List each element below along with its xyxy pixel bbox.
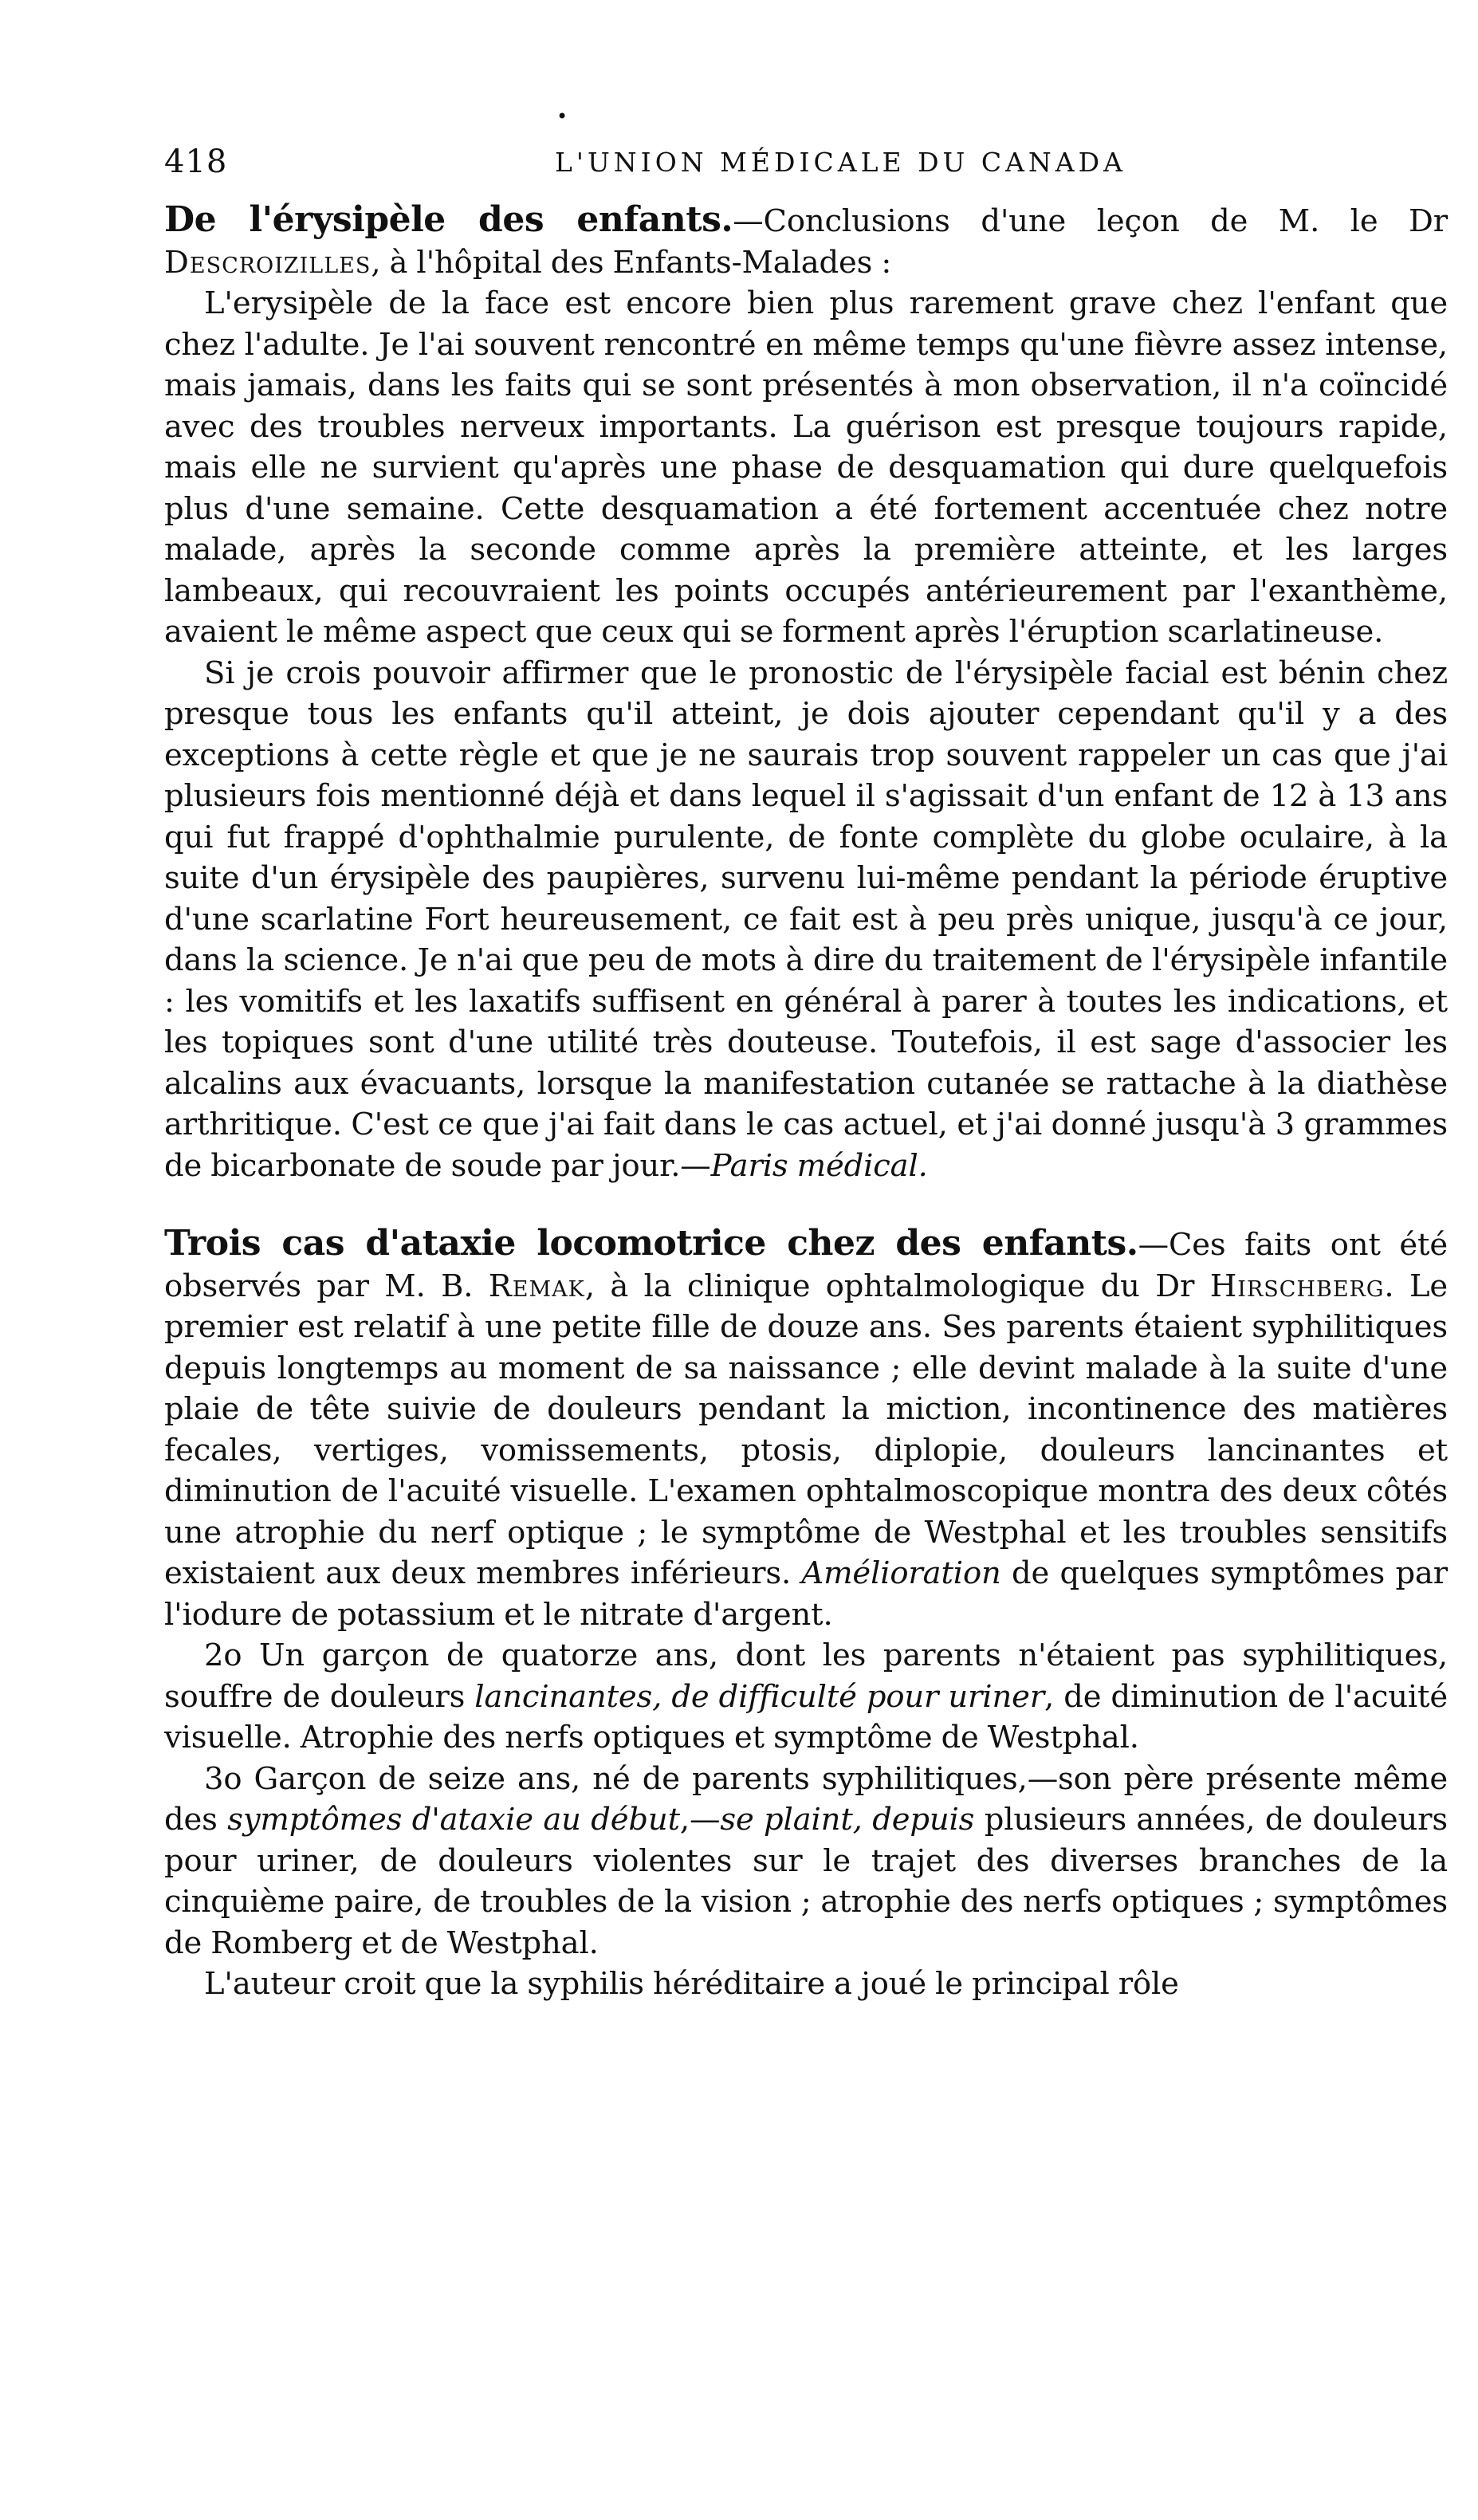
page-header	[164, 105, 1448, 183]
case-3-italic-1: symptômes d'ataxie au début	[227, 1802, 680, 1838]
section-erysipele-intro	[164, 199, 1448, 283]
case-3-start: 3o Garçon de seize ans, né de parents syphilitiques,—son père présente même des	[164, 1760, 1448, 1838]
article-body	[164, 199, 1448, 2005]
intro-end-text: , à l'hôpital des Enfants-Malades :	[371, 244, 892, 281]
author-name-hirschberg: Hirschberg	[1209, 1268, 1385, 1304]
case-2-end: , de diminution de l'acuité visuelle. Atrophie des nerfs optiques et symptôme de Westphal.	[164, 1678, 1448, 1755]
case-2-italic: lancinantes, de difficulté pour uriner	[474, 1678, 1045, 1715]
running-title: L'UNION MÉDICALE DU CANADA	[555, 147, 1126, 178]
paragraph-erysipele-2-text: Si je crois pouvoir affirmer que le pronostic de l'érysipèle facial est bénin chez presque tous les enfants qu'il atteint, je dois ajouter cependant qu'il y a des exceptions à cette règle et que je ne saurais trop souvent rappeler un cas que j'ai plusieurs fois mentionné déjà et dans lequel il s'agissait d'un enfant de 12 à 13 ans qui fut frappé d'ophthalmie purulente, de fonte complète du globe oculaire, à la suite d'un érysipèle des paupières, survenu lui-même pendant la période éruptive d'une scarlatine Fort heureusement, ce fait est à peu près unique, jusqu'à ce jour, dans la science. Je n'ai que peu de mots à dire du traitement de l'érysipèle infantile : les vomitifs et les laxatifs suffisent en général à parer à toutes les indications, et les topiques sont d'une utilité très douteuse. Toutefois, il est sage d'associer les alcalins aux évacuants, lorsque la manifestation cutanée se rattache à la diathèse arthritique. C'est ce que j'ai fait dans le cas actuel, et j'ai donné jusqu'à 3 grammes de bicarbonate de soude par jour.—	[164, 655, 1448, 1184]
case-3-italic-2: se plaint, depuis	[720, 1802, 975, 1838]
intro-text: —Ces faits ont été observés par M. B.	[164, 1227, 1448, 1304]
closing-line: L'auteur croit que la syphilis héréditaire a joué le principal rôle	[204, 1966, 1179, 2002]
source-citation: Paris médical.	[710, 1147, 928, 1184]
intro-text: —Conclusions d'une leçon de M. le Dr	[733, 203, 1448, 239]
case-3-paragraph	[164, 1759, 1448, 1964]
section-spacer	[164, 1186, 1448, 1223]
case-3-end: plusieurs années, de douleurs pour uriner, de douleurs violentes sur le trajet des diverses branches de la cinquième paire, de troubles de la vision ; atrophie des nerfs optiques ; symptômes de Romberg et de Westphal.	[164, 1802, 1449, 1961]
intro-end-text: . Le premier est relatif à une petite fille de douze ans. Ses parents étaient syphilitiques depuis longtemps au moment de sa naissance ; elle devint malade à la suite d'une plaie de tête suivie de douleurs pendant la miction, incontinence des matières fecales, vertiges, vomissements, ptosis, diplopie, douleurs lancinantes et diminution de l'acuité visuelle. L'examen ophtalmoscopique montra des deux côtés une atrophie du nerf optique ; le symptôme de Westphal et les troubles sensitifs existaient aux deux membres inférieurs.	[164, 1268, 1449, 1591]
case-3-mid: ,—	[679, 1802, 721, 1838]
print-mark: •	[556, 105, 568, 128]
document-page	[164, 105, 1449, 2005]
paragraph-erysipele-2	[164, 653, 1448, 1187]
intro-mid-text: , à la clinique ophtalmologique du Dr	[584, 1268, 1210, 1304]
section-heading-erysipele: De l'érysipèle des enfants.	[164, 199, 733, 240]
section-heading-ataxie: Trois cas d'ataxie locomotrice chez des enfants.	[164, 1223, 1138, 1264]
case-2-paragraph	[164, 1635, 1448, 1759]
case-2-start: 2o Un garçon de quatorze ans, dont les parents n'étaient pas syphilitiques, souffre de douleurs	[164, 1637, 1448, 1715]
author-name-remak: Remak	[488, 1268, 585, 1304]
intro-tail-text: de quelques symptômes par l'iodure de potassium et le nitrate d'argent.	[164, 1555, 1448, 1633]
section-ataxie-intro	[164, 1223, 1448, 1635]
paragraph-erysipele-1: L'erysipèle de la face est encore bien plus rarement grave chez l'enfant que chez l'adulte. Je l'ai souvent rencontré en même temps qu'une fièvre assez intense, mais jamais, dans les faits qui se sont présentés à mon observation, il n'a coïncidé avec des troubles nerveux importants. La guérison est presque toujours rapide, mais elle ne survient qu'après une phase de desquamation qui dure quelquefois plus d'une semaine. Cette desquamation a été fortement accentuée chez notre malade, après la seconde comme après la première atteinte, et les larges lambeaux, qui recouvraient les points occupés antérieurement par l'exanthème, avaient le même aspect que ceux qui se forment après l'éruption scarlatineuse.	[164, 285, 1448, 650]
intro-italic-text: Amélioration	[801, 1555, 1001, 1591]
page-number: 418	[164, 143, 228, 180]
author-name: Descroizilles	[164, 244, 371, 281]
